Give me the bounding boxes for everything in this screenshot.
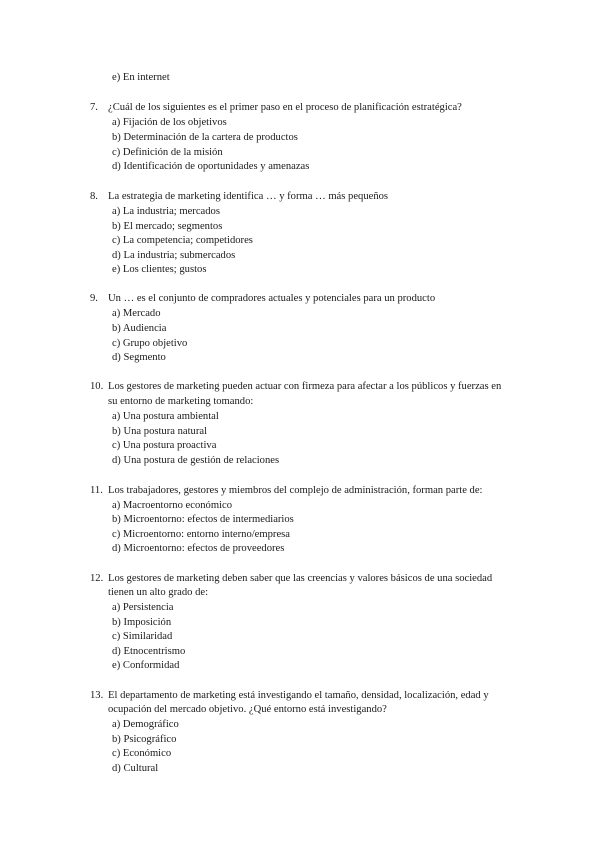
option-text: a) Fijación de los objetivos [112, 117, 227, 128]
question-text: ocupación del mercado objetivo. ¿Qué entorno está investigando? [108, 704, 387, 715]
option-text: b) Microentorno: efectos de intermediarios [112, 514, 294, 525]
question-number: 13. [90, 690, 104, 701]
option-text: d) Segmento [112, 352, 166, 363]
option-text: e) Conformidad [112, 660, 180, 671]
option-text: b) Una postura natural [112, 426, 208, 437]
question-number: 7. [90, 102, 98, 113]
question-text: Los gestores de marketing deben saber que las creencias y valores básicos de una sociedad [108, 573, 493, 584]
option-text: a) Macroentorno económico [112, 500, 233, 511]
option-text: b) Psicográfico [112, 734, 177, 745]
option-text: d) Microentorno: efectos de proveedores [112, 543, 285, 554]
question-number: 11. [90, 485, 103, 496]
question-text: Un … es el conjunto de compradores actuales y potenciales para un producto [108, 293, 436, 304]
option-text: b) Imposición [112, 617, 172, 628]
option-text: c) Una postura proactiva [112, 440, 217, 451]
question-text: Los gestores de marketing pueden actuar con firmeza para afectar a los públicos y fuerzas en [108, 381, 502, 392]
question-number: 9. [90, 293, 98, 304]
option-text: a) La industria; mercados [112, 206, 220, 217]
option-text: c) La competencia; competidores [112, 235, 253, 246]
option-text: a) Mercado [112, 308, 161, 319]
question-text: La estrategia de marketing identifica … y forma … más pequeños [108, 191, 389, 202]
question-text: El departamento de marketing está investigando el tamaño, densidad, localización, edad y [108, 690, 489, 701]
question-text: tienen un alto grado de: [108, 587, 209, 598]
option-text: d) Una postura de gestión de relaciones [112, 455, 280, 466]
question-text: ¿Cuál de los siguientes es el primer paso en el proceso de planificación estratégica? [108, 102, 462, 113]
option-text: d) Cultural [112, 763, 159, 774]
option-text: c) Económico [112, 748, 172, 759]
option-text: a) Demográfico [112, 719, 179, 730]
option-text: e) En internet [112, 72, 170, 83]
option-text: c) Similaridad [112, 631, 173, 642]
option-text: c) Grupo objetivo [112, 338, 188, 349]
option-text: c) Microentorno: entorno interno/empresa [112, 529, 290, 540]
option-text: d) La industria; submercados [112, 250, 236, 261]
question-number: 10. [90, 381, 104, 392]
option-text: c) Definición de la misión [112, 147, 223, 158]
question-number: 8. [90, 191, 98, 202]
option-text: d) Identificación de oportunidades y amenazas [112, 161, 310, 172]
option-text: a) Una postura ambiental [112, 411, 219, 422]
option-text: a) Persistencia [112, 602, 174, 613]
question-text: Los trabajadores, gestores y miembros del complejo de administración, forman parte de: [108, 485, 483, 496]
option-text: b) El mercado; segmentos [112, 221, 223, 232]
option-text: e) Los clientes; gustos [112, 264, 207, 275]
question-text: su entorno de marketing tomando: [108, 396, 254, 407]
option-text: d) Etnocentrismo [112, 646, 186, 657]
option-text: b) Audiencia [112, 323, 167, 334]
question-number: 12. [90, 573, 104, 584]
option-text: b) Determinación de la cartera de productos [112, 132, 298, 143]
